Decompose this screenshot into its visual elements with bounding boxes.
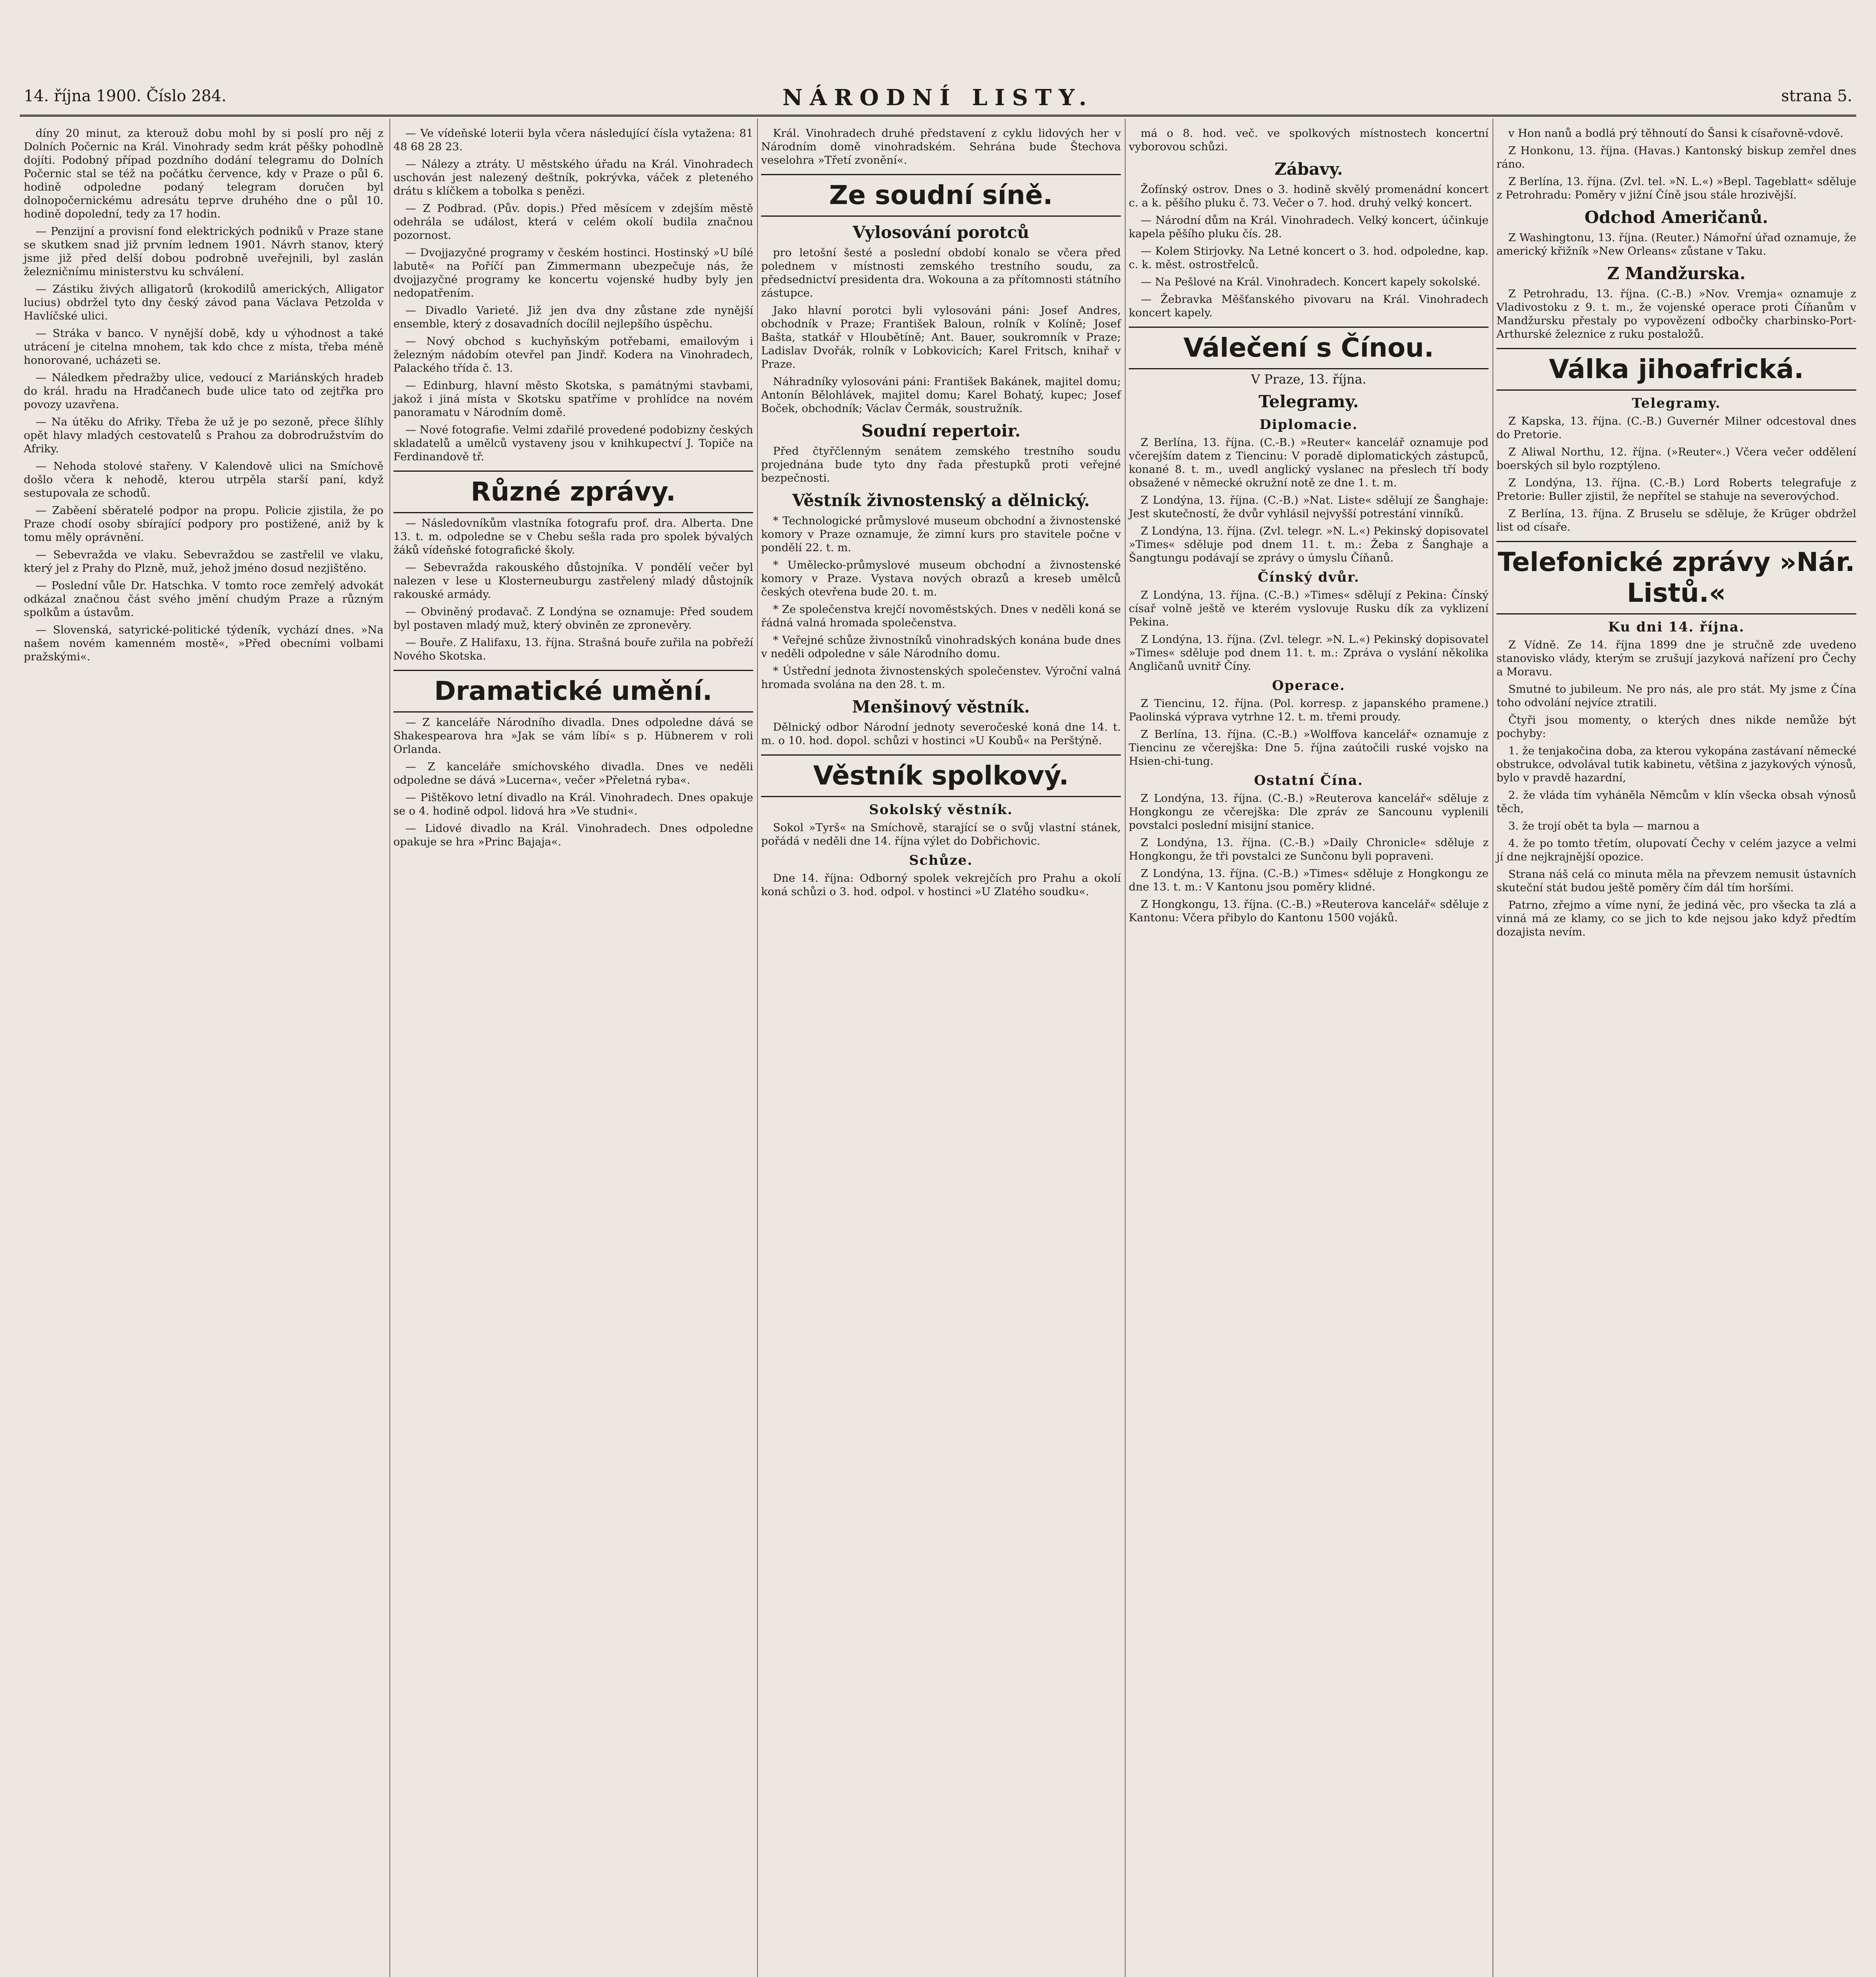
column-divider xyxy=(1125,119,1126,1977)
subsection-heading: Sokolský věstník. xyxy=(869,802,1013,818)
article-paragraph: 4. že po tomto třetím, olupovatí Čechy v celém jazyce a velmi jí dne nejkrajnější opozice. xyxy=(1496,837,1856,863)
article-paragraph: — Náledkem předražby ulice, vedoucí z Mariánských hradeb do král. hradu na Hradčanech bude ulice tato od zejtřka pro povozy uzavřena. xyxy=(24,371,384,411)
section-heading: Různé zprávy. xyxy=(393,471,753,513)
article-paragraph: — Divadlo Varieté. Již jen dva dny zůstane zde nynější ensemble, který z dosavadních docílil nejlepšího úspěchu. xyxy=(393,304,753,330)
article-paragraph: — Lidové divadlo na Král. Vinohradech. Dnes odpoledne opakuje se hra »Princ Bajaja«. xyxy=(393,822,753,848)
column-4 xyxy=(1129,127,1489,928)
article-paragraph: — Nový obchod s kuchyňským potřebami, emailovým i železným nádobím otevřel pan Jindř. Kodera na Vinohradech, Palackého třída č. 13. xyxy=(393,335,753,374)
article-paragraph: — Z kanceláře Národního divadla. Dnes odpoledne dává se Shakespearova hra »Jak se vám líbí« s p. Hübnerem v roli Orlanda. xyxy=(393,716,753,756)
article-paragraph: — Pištěkovo letní divadlo na Král. Vinohradech. Dnes opakuje se o 4. hodině odpol. lidová hra »Ve studni«. xyxy=(393,791,753,817)
article-paragraph: * Technologické průmyslové museum obchodní a živnostenské komory v Praze oznamuje, že zimní kurs pro stavitele počne v pondělí 22. t. m. xyxy=(761,514,1121,554)
article-paragraph: Smutné to jubileum. Ne pro nás, ale pro stát. My jsme z Čína toho odvolání nejvíce ztratili. xyxy=(1496,683,1856,709)
article-paragraph: Z Londýna, 13. října. (C.-B.) »Daily Chronicle« sděluje z Hongkongu, že tři povstalci ze Sunčonu byli popraveni. xyxy=(1129,836,1489,862)
article-paragraph: — Ve vídeňské loterii byla včera následující čísla vytažena: 81 48 68 28 23. xyxy=(393,127,753,153)
subsection-heading: Menšinový věstník. xyxy=(852,697,1030,716)
subsection-heading: Operace. xyxy=(1272,678,1345,694)
article-paragraph: Z Petrohradu, 13. října. (C.-B.) »Nov. Vremja« oznamuje z Vladivostoku z 9. t. m., že vojenské operace proti Číňanům v Mandžursku přestaly po vypovězení odbočky charbinsko-Port-Arthurské železnice z ruku postaložů. xyxy=(1496,287,1856,340)
article-paragraph: Z Berlína, 13. října. (C.-B.) »Reuter« kancelář oznamuje pod včerejším datem z Tiencinu: V poradě diplomatických zástupců, konané 8. t. m., uvedl anglický vyslanec na přeslech tří body obsažené v německé okružní notě ze dne 1. t. m. xyxy=(1129,436,1489,489)
article-paragraph: Čtyři jsou momenty, o kterých dnes nikde nemůže být pochyby: xyxy=(1496,714,1856,740)
subsection-heading: Vylosování porotců xyxy=(852,223,1030,242)
article-paragraph: má o 8. hod. več. ve spolkových místnostech koncertní vyborovou schůzi. xyxy=(1129,127,1489,153)
section-heading: Věstník spolkový. xyxy=(761,754,1121,797)
article-paragraph: v Hon nanů a bodlá prý těhnoutí do Šansi k císařovně-vdově. xyxy=(1508,127,1844,140)
article-paragraph: * Ústřední jednota živnostenských společenstev. Výroční valná hromada svolána na den 28. t. m. xyxy=(761,665,1121,691)
column-3 xyxy=(761,127,1121,902)
subsection-heading: Čínský dvůr. xyxy=(1258,569,1360,585)
article-paragraph: Z Vídně. Ze 14. října 1899 dne je stručně zde uvedeno stanovisko vlády, kterým se zrušují jazyková nařízení pro Čechy a Moravu. xyxy=(1496,639,1856,678)
article-paragraph: 2. že vláda tím vyháněla Němcům v klín všecka obsah výnosů těch, xyxy=(1496,789,1856,815)
article-paragraph: Dne 14. října: Odborný spolek vekrejčích pro Prahu a okolí koná schůzi o 3. hod. odpol. v hostinci »U Zlatého soudku«. xyxy=(761,872,1121,898)
article-paragraph: Z Berlína, 13. října. (Zvl. tel. »N. L.«) »Bepl. Tageblatt« sděluje z Petrohradu: Poměry v jižní Číně jsou stále hrozivější. xyxy=(1496,175,1856,201)
article-paragraph: Náhradníky vylosováni páni: František Bakánek, majitel domu; Antonín Bělohlávek, majitel domu; Karel Bohatý, kupec; Josef Boček, obchodník; Václav Čermák, soustružník. xyxy=(761,375,1121,415)
article-paragraph: Z Honkonu, 13. října. (Havas.) Kantonský biskup zemřel dnes ráno. xyxy=(1496,144,1856,170)
article-paragraph: Strana náš celá co minuta měla na převzem nemusit ústavních skuteční stát budou ještě poměry čím dál tím horšími. xyxy=(1496,868,1856,894)
article-paragraph: Z Kapska, 13. října. (C.-B.) Guvernér Milner odcestoval dnes do Pretorie. xyxy=(1496,415,1856,441)
column-divider xyxy=(757,119,758,1977)
subsection-heading: Ku dni 14. října. xyxy=(1608,619,1745,635)
column-1 xyxy=(24,127,384,667)
column-5 xyxy=(1496,127,1856,943)
article-paragraph: Žofínský ostrov. Dnes o 3. hodině skvělý promenádní koncert c. a k. pěšího pluku č. 73. Večer o 7. hod. druhý velký koncert. xyxy=(1129,183,1489,209)
article-paragraph: — Na Pešlové na Král. Vinohradech. Koncert kapely sokolské. xyxy=(1141,276,1481,288)
article-paragraph: Z Londýna, 13. října. (Zvl. telegr. »N. L.«) Pekinský dopisovatel »Times« sděluje pod dnem 11. t. m.: Zpráva o vyslání několika Angličanů uvnitř Číny. xyxy=(1129,633,1489,673)
article-paragraph: Král. Vinohradech druhé představení z cyklu lidových her v Národním domě vinohradském. Sehrána bude Štechova veselohra »Třetí zvonění«. xyxy=(761,127,1121,166)
article-paragraph: 3. že trojí obět ta byla — marnou a xyxy=(1508,820,1700,832)
article-paragraph: Jako hlavní porotci byli vylosováni páni: Josef Andres, obchodník v Praze; František Baloun, rolník v Kolíně; Josef Bašta, statkář v Hloubětíně; Ant. Bauer, soukromník v Praze; Ladislav Dvořák, rolník v Lobkovicích; Karel Fritsch, knihař v Praze. xyxy=(761,304,1121,370)
article-paragraph: Patrno, zřejmo a víme nyní, že jediná věc, pro všecka ta zlá a vinná má ze klamy, co se jich to kde nejsou jako když předtím dozajista nevím. xyxy=(1496,899,1856,938)
article-paragraph: — Národní dům na Král. Vinohradech. Velký koncert, účinkuje kapela pěšího pluku čís. 28. xyxy=(1129,214,1489,240)
article-paragraph: Z Aliwal Northu, 12. října. (»Reuter«.) Včera večer oddělení boerských sil bylo rozptýleno. xyxy=(1496,446,1856,472)
article-paragraph: Z Berlína, 13. října. Z Bruselu se sděluje, že Krüger obdržel list od císaře. xyxy=(1496,507,1856,533)
masthead xyxy=(20,83,1856,117)
section-heading: Dramatické umění. xyxy=(393,670,753,713)
article-paragraph: — Sebevražda ve vlaku. Sebevraždou se zastřelil ve vlaku, který jel z Prahy do Plzně, muž, jehož jméno dosud nezjištěno. xyxy=(24,548,384,575)
article-paragraph: Z Londýna, 13. října. (C.-B.) Lord Roberts telegrafuje z Pretorie: Buller zjistil, že nepřítel se stahuje na severovýchod. xyxy=(1496,476,1856,503)
article-paragraph: — Z kanceláře smíchovského divadla. Dnes ve neděli odpoledne se dává »Lucerna«, večer »Přeletná ryba«. xyxy=(393,760,753,786)
subsection-heading: Soudní repertoir. xyxy=(861,421,1021,440)
article-paragraph: Z Londýna, 13. října. (C.-B.) »Times« sdělují z Pekina: Čínský císař volně ještě ve kterém vyslovuje Rusku dík za vyklizení Pekina. xyxy=(1129,589,1489,628)
article-paragraph: * Ze společenstva krejčí novoměstských. Dnes v neděli koná se řádná valná hromada společenstva. xyxy=(761,603,1121,629)
article-paragraph: — Sebevražda rakouského důstojníka. V pondělí večer byl nalezen v lese u Klosterneuburgu zastřelený mladý důstojník rakouské armády. xyxy=(393,561,753,601)
article-paragraph: Z Washingtonu, 13. října. (Reuter.) Námořní úřad oznamuje, že americký křižník »New Orleans« zůstane v Taku. xyxy=(1496,231,1856,257)
subsection-heading: Telegramy. xyxy=(1258,392,1359,411)
section-heading: Válka jihoafrická. xyxy=(1496,348,1856,391)
article-paragraph: — Penzijní a provisní fond elektrických podniků v Praze stane se skutkem snad již prvním lednem 1901. Návrh stanov, který jsme již před delší dobou podrobně uveřejnili, byl zaslán železničnímu ministerstvu ku schválení. xyxy=(24,225,384,278)
article-paragraph: * Umělecko-průmyslové museum obchodní a živnostenské komory v Praze. Vystava nových obrazů a kreseb umělců českých otevřena bude 20. t. m. xyxy=(761,559,1121,598)
section-heading: Ze soudní síně. xyxy=(761,174,1121,217)
issue-info: 14. října 1900. Číslo 284. xyxy=(24,87,227,105)
subsection-heading: Zábavy. xyxy=(1274,159,1343,179)
article-paragraph: — Zástiku živých alligatorů (krokodilů amerických, Alligator lucius) obdržel tyto dny český závod pana Václava Petzolda v Havlíčské ulici. xyxy=(24,283,384,322)
article-paragraph: Z Londýna, 13. října. (C.-B.) »Nat. Liste« sdělují ze Šanghaje: Jest skutečností, že dvůr vyhlásil nejvyšší potrestání vinníků. xyxy=(1129,494,1489,520)
article-paragraph: Z Londýna, 13. října. (Zvl. telegr. »N. L.«) Pekinský dopisovatel »Times« sděluje pod dnem 11. t. m.: Žeba z Šanghaje a Šangtungu podávají se zprávy o úmyslu Číňanů. xyxy=(1129,525,1489,564)
article-paragraph: — Obviněný prodavač. Z Londýna se oznamuje: Před soudem byl postaven mladý muž, který obviněn ze zpronevěry. xyxy=(393,605,753,631)
article-paragraph: 1. že tenjakočina doba, za kterou vykopána zastávaní německé obstrukce, odvolával tutik kabinetu, většina z jazykových výnosů, bylo v pravdě hazardní, xyxy=(1496,745,1856,784)
article-paragraph: — Žebravka Měšťanského pivovaru na Král. Vinohradech koncert kapely. xyxy=(1129,293,1489,319)
subsection-heading: Z Mandžurska. xyxy=(1607,264,1746,283)
article-paragraph: — Zaběení sběratelé podpor na propu. Policie zjistila, že po Praze chodí osoby sbírající podpory pro postižené, aniž by k tomu měly oprávnění. xyxy=(24,504,384,544)
article-paragraph: — Nálezy a ztráty. U městského úřadu na Král. Vinohradech uschován jest nalezený deštník, pokrývka, váček z pleteného drátu s klíčkem a tobolka s penězi. xyxy=(393,158,753,197)
subsection-heading: Odchod Američanů. xyxy=(1584,208,1768,227)
subsection-heading: Schůze. xyxy=(909,852,973,868)
article-paragraph: — Nové fotografie. Velmi zdařilé provedené podobizny českých skladatelů a umělců vystaveny jsou v knihkupectví J. Topiče na Ferdinandově tř. xyxy=(393,423,753,463)
article-paragraph: Z Hongkongu, 13. října. (C.-B.) »Reuterova kancelář« sděluje z Kantonu: Včera přibylo do Kantonu 1500 vojáků. xyxy=(1129,898,1489,924)
article-paragraph: — Dvojjazyčné programy v českém hostinci. Hostinský »U bílé labutě« na Poříčí pan Zimmermann ubezpečuje nás, že dvojjazyčné programy ke koncertu vojenské hudby byly jen nedopatřením. xyxy=(393,246,753,299)
article-paragraph: pro letošní šesté a poslední období konalo se včera před polednem v místnosti zemského trestního soudu, za předsednictví presidenta dra. Wokouna a za přítomnosti státního zástupce. xyxy=(761,246,1121,299)
dateline: V Praze, 13. října. xyxy=(1251,372,1366,387)
article-paragraph: Před čtyřčlenným senátem zemského trestního soudu projednána bude tyto dny řada přestupků proti veřejné bezpečnosti. xyxy=(761,445,1121,484)
article-paragraph: Sokol »Tyrš« na Smíchově, starající se o svůj vlastní stánek, pořádá v neděli dne 14. října výlet do Dobřichovic. xyxy=(761,821,1121,847)
section-heading: Válečení s Čínou. xyxy=(1129,327,1489,369)
article-paragraph: Dělnický odbor Národní jednoty severočeské koná dne 14. t. m. o 10. hod. dopol. schůzi v hostinci »U Koubů« na Perštýně. xyxy=(761,721,1121,747)
article-paragraph: — Z Podbrad. (Pův. dopis.) Před měsícem v zdejším městě odehrála se událost, která v celém okolí budila značnou pozornost. xyxy=(393,202,753,242)
article-paragraph: — Bouře. Z Halifaxu, 13. října. Strašná bouře zuřila na pobřeží Nového Skotska. xyxy=(393,636,753,662)
article-paragraph: * Veřejné schůze živnostníků vinohradských konána bude dnes v neděli odpoledne v sále Národního domu. xyxy=(761,634,1121,660)
article-paragraph: — Poslední vůle Dr. Hatschka. V tomto roce zemřelý advokát odkázal značnou část svého jmění chudým Praze a různým spolkům a ústavům. xyxy=(24,579,384,619)
column-divider xyxy=(1492,119,1493,1977)
article-paragraph: Z Londýna, 13. října. (C.-B.) »Times« sděluje z Hongkongu ze dne 13. t. m.: V Kantonu jsou poměry klidné. xyxy=(1129,867,1489,893)
newspaper-title: NÁRODNÍ LISTY. xyxy=(782,85,1094,111)
article-paragraph: Z Berlína, 13. října. (C.-B.) »Wolffova kancelář« oznamuje z Tiencinu ze včerejška: Dne 5. října zaútočili ruské vojsko na Hsien-chi-tung. xyxy=(1129,728,1489,767)
article-paragraph: — Následovníkům vlastníka fotografu prof. dra. Alberta. Dne 13. t. m. odpoledne se v Chebu sešla rada pro spolek bývalých žáků vídeňské fotografické školy. xyxy=(393,517,753,556)
article-paragraph: — Kolem Stirjovky. Na Letné koncert o 3. hod. odpoledne, kap. c. k. měst. ostrostřelců. xyxy=(1129,245,1489,271)
article-paragraph: — Na útěku do Afriky. Třeba že už je po sezoně, přece šlíhly opět hlavy mladých cestovatelů s Prahou za dobrodružstvím do Afriky. xyxy=(24,416,384,455)
article-paragraph: — Slovenská, satyrické-politické týdeník, vychází dnes. »Na našem novém kamenném mostě«, »Před obecními volbami pražskými«. xyxy=(24,624,384,663)
article-paragraph: — Stráka v banco. V nynější době, kdy u výhodnost a také utrácení je citelna mnohem, tak kdo chce z místa, třeba méně honorované, ucházeti se. xyxy=(24,327,384,367)
section-heading: Telefonické zprávy »Nár. Listů.« xyxy=(1496,541,1856,614)
article-paragraph: Z Tiencinu, 12. října. (Pol. korresp. z japanského pramene.) Paolinská výprava vytrhne 12. t. m. třemi proudy. xyxy=(1129,697,1489,723)
article-paragraph: — Edinburg, hlavní město Skotska, s památnými stavbami, jakož i jiná místa v Skotsku spatříme v prohlídce na novém panoramatu v Národním domě. xyxy=(393,379,753,419)
article-paragraph: díny 20 minut, za kterouž dobu mohl by si poslí pro něj z Dolních Počernic na Král. Vinohrady sedm krát pěšky pohodlně dojíti. Podobný případ pozdního dodání telegramu do Dolních Počernic stal se též na počátku července, kdy v Praze o půl 6. hodině odpoledne podaný telegram doručen byl dolnopočernickému adresátu teprve druhého dne o půl 10. hodině dopolední, tedy za 17 hodin. xyxy=(24,127,384,220)
subsection-heading: Věstník živnostenský a dělnický. xyxy=(792,491,1090,510)
subsection-heading: Telegramy. xyxy=(1632,395,1721,411)
page-number: strana 5. xyxy=(1781,87,1852,105)
article-paragraph: Z Londýna, 13. října. (C.-B.) »Reuterova kancelář« sděluje z Hongkongu ze včerejška: Dle zpráv ze Sancounu vyplenili povstalci poslední misijní stanice. xyxy=(1129,792,1489,832)
column-2 xyxy=(393,127,753,852)
column-divider xyxy=(389,119,390,1977)
article-paragraph: — Nehoda stolové stařeny. V Kalendově ulici na Smíchově došlo včera k nehodě, kterou utrpěla starší paní, když sestupovala ze schodů. xyxy=(24,460,384,499)
subsection-heading: Ostatní Čína. xyxy=(1254,773,1364,788)
subsection-heading: Diplomacie. xyxy=(1259,417,1358,433)
